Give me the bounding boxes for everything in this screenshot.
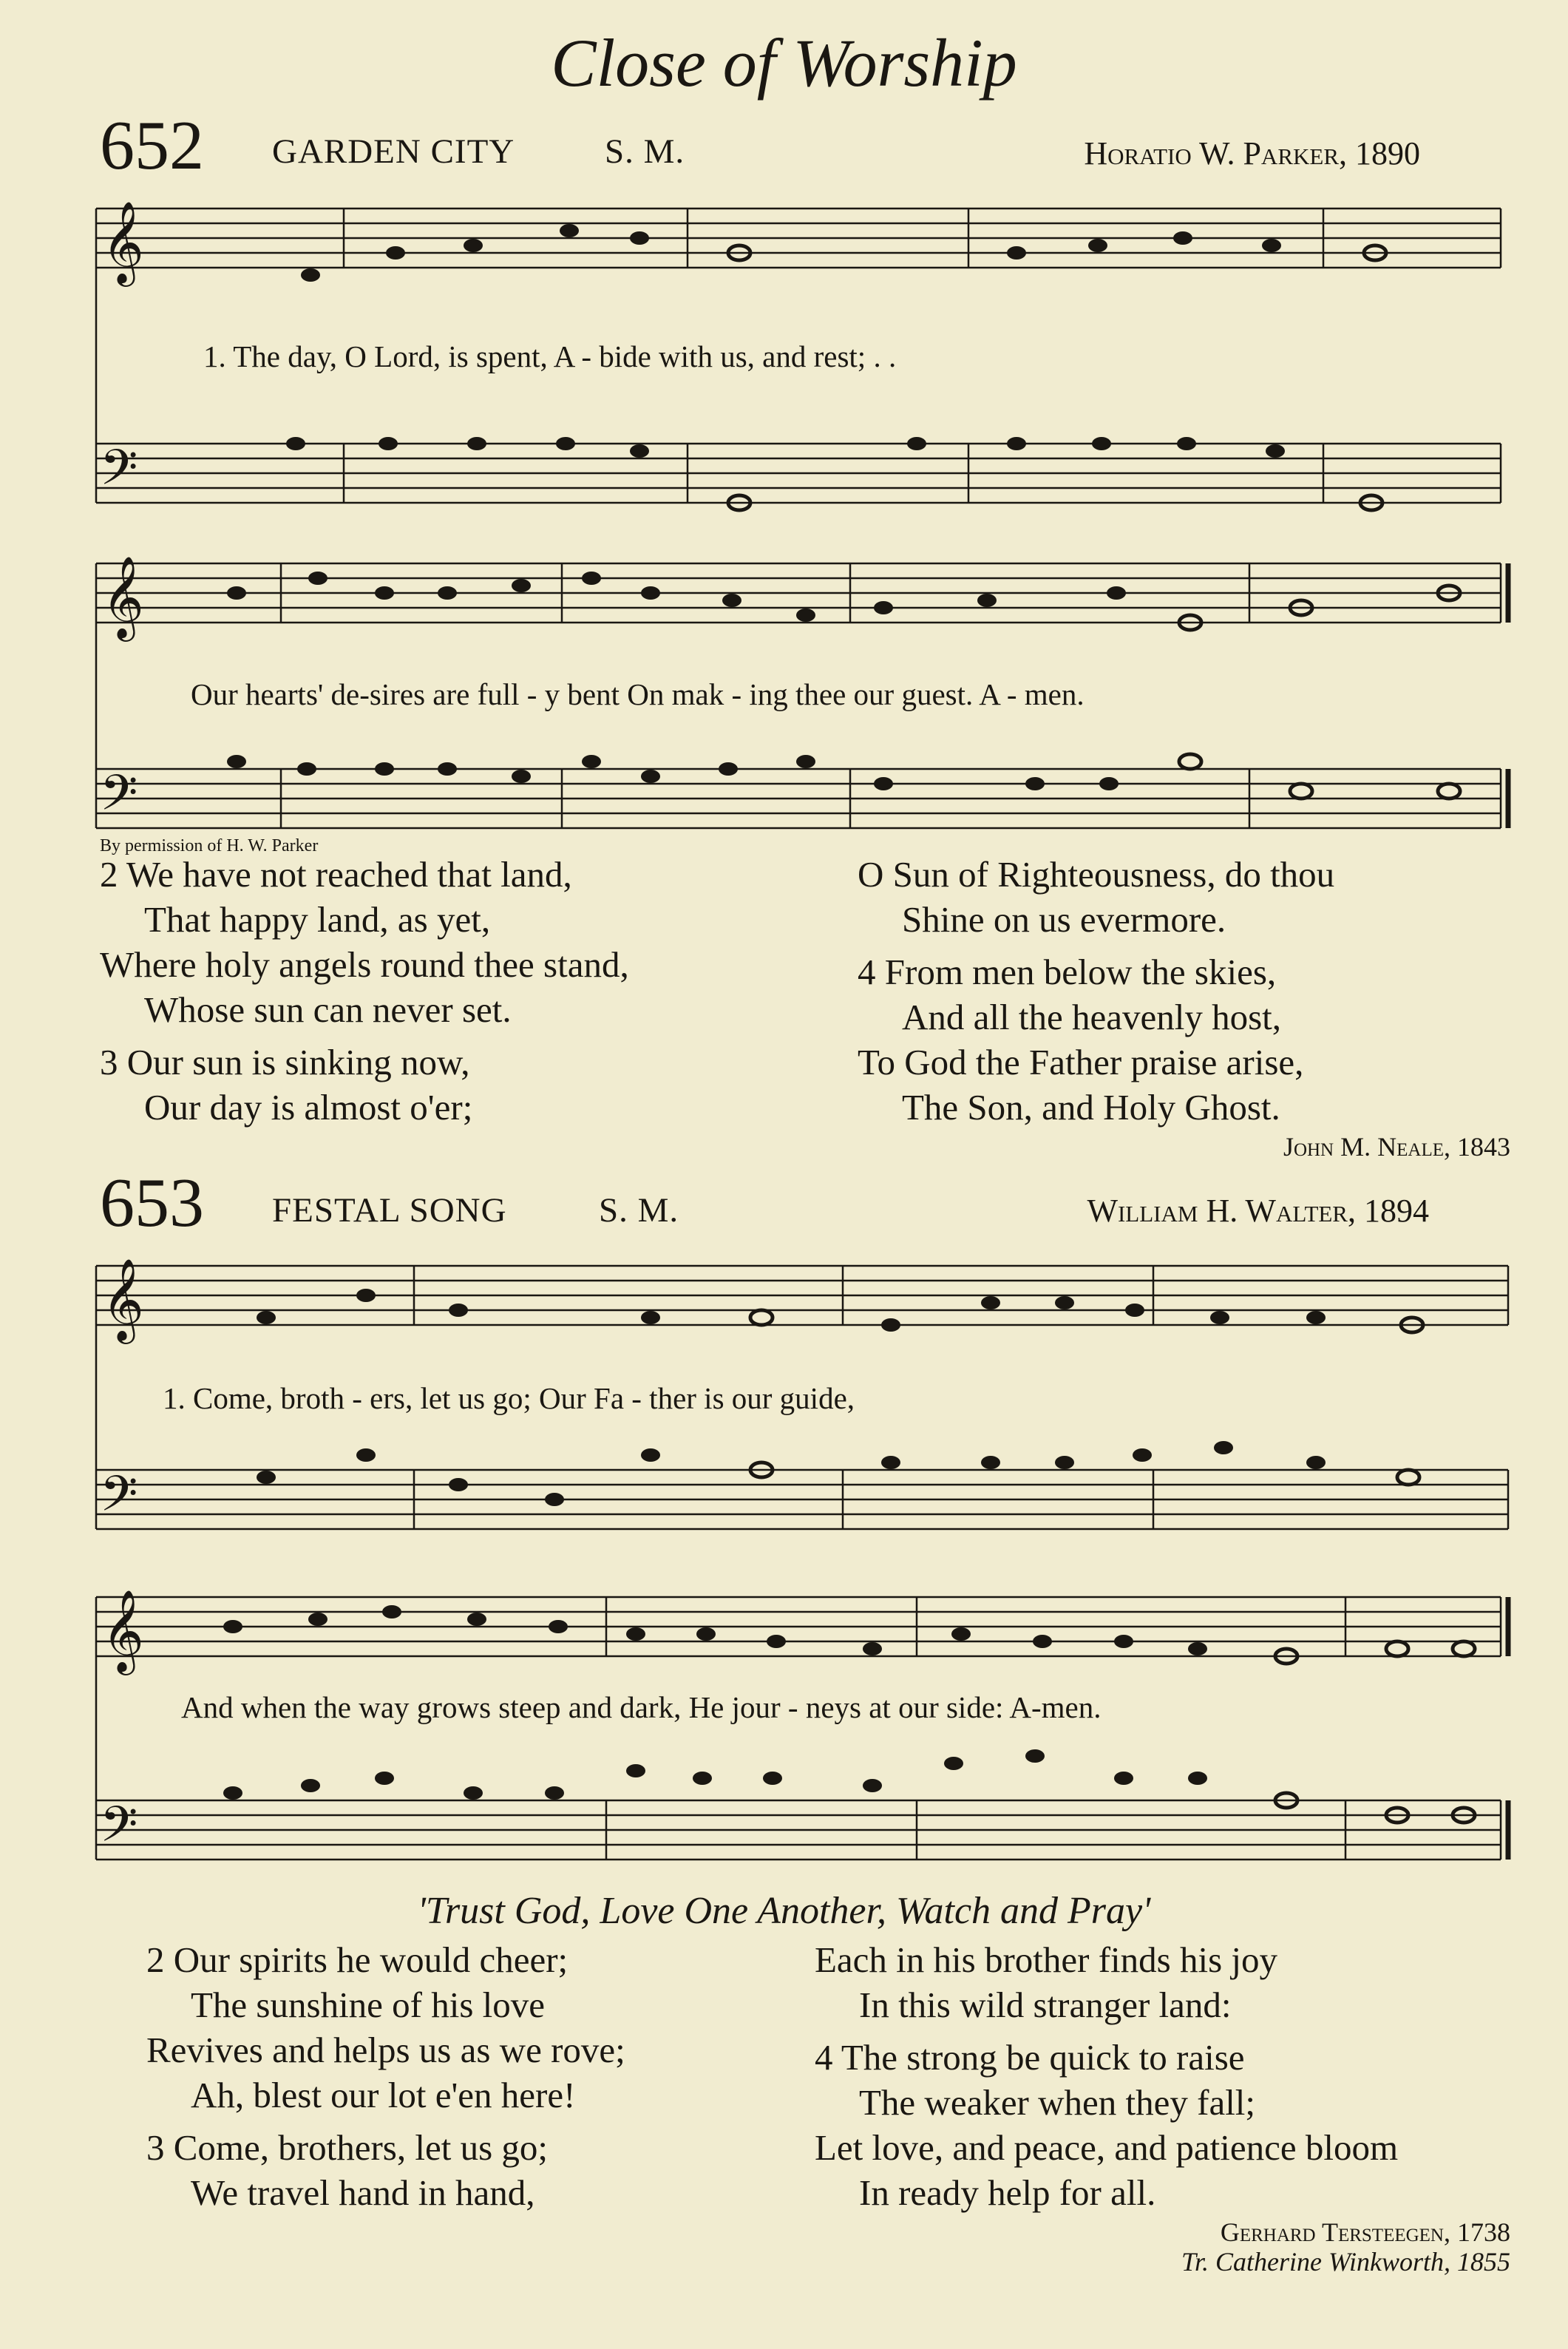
author-credit: Gerhard Tersteegen, 1738 <box>1220 2217 1510 2247</box>
permission-note: By permission of H. W. Parker <box>100 836 319 855</box>
bass-clef-icon: 𝄢 <box>100 439 138 508</box>
composer: William H. Walter, 1894 <box>1087 1193 1429 1229</box>
verse-number: 2 <box>146 1939 165 1980</box>
verse-block: 2 Our spirits he would cheer; The sunshine of his love Revives and helps us as we rove; Ah, blest our lot e'en here! 3 Come, brothers, let us go; We travel hand in hand, <box>146 1939 625 2213</box>
verse-block: 2 We have not reached that land, That happy land, as yet, Where holy angels round thee stand, Whose sun can never set. 3 Our sun is sinking now, Our day is almost o'er; <box>100 854 629 1128</box>
verse-number: 3 <box>146 2127 165 2168</box>
verse-number: 4 <box>815 2037 833 2078</box>
verse-block: Each in his brother finds his joy In this wild stranger land: 4 The strong be quick to raise The weaker when they fall; Let love, and peace, and patience bloom In ready help for all. <box>815 1939 1399 2213</box>
treble-clef-icon: 𝄞 <box>102 200 144 283</box>
lyrics-line: Our hearts' de-sires are full - y bent On mak - ing thee our guest. A - men. <box>191 677 1085 711</box>
tune-name: GARDEN CITY <box>272 132 515 171</box>
bass-clef-icon: 𝄢 <box>100 765 138 833</box>
hymn-number: 652 <box>100 107 204 184</box>
composer: Horatio W. Parker, 1890 <box>1084 135 1420 172</box>
staff-bass-653-2 <box>96 1800 1508 1860</box>
staff-bass-653-1 <box>96 1470 1508 1529</box>
treble-clef-icon: 𝄞 <box>102 1258 144 1340</box>
lyrics-line: 1. The day, O Lord, is spent, A - bide with us, and rest; . . <box>203 339 897 373</box>
bass-clef-icon: 𝄢 <box>100 1796 138 1865</box>
page-title: Close of Worship <box>551 25 1017 101</box>
hymn-number: 653 <box>100 1165 204 1241</box>
treble-clef-icon: 𝄞 <box>102 1589 144 1672</box>
verse-number: 3 <box>100 1042 118 1082</box>
verse-number: 2 <box>100 854 118 895</box>
verse-number: 4 <box>858 952 876 992</box>
meter: S. M. <box>599 1191 679 1230</box>
staff-bass-652-1 <box>96 444 1501 503</box>
tune-name: FESTAL SONG <box>272 1191 507 1230</box>
staff-treble-653-2 <box>96 1597 1508 1860</box>
treble-clef-icon: 𝄞 <box>102 555 144 638</box>
lyrics-line: 1. Come, broth - ers, let us go; Our Fa - ther is our guide, <box>163 1381 855 1415</box>
bass-clef-icon: 𝄢 <box>100 1465 138 1534</box>
meter: S. M. <box>605 132 685 171</box>
lyrics-line: And when the way grows steep and dark, He jour - neys at our side: A-men. <box>181 1690 1102 1724</box>
translator-credit: Tr. Catherine Winkworth, 1855 <box>1181 2247 1510 2277</box>
hymn-title: 'Trust God, Love One Another, Watch and Pray' <box>417 1890 1151 1932</box>
verse-block: O Sun of Righteousness, do thou Shine on us evermore. 4 From men below the skies, And all the heavenly host, To God the Father praise arise, The Son, and Holy Ghost. <box>858 854 1335 1128</box>
author-credit: John M. Neale, 1843 <box>1283 1132 1510 1162</box>
